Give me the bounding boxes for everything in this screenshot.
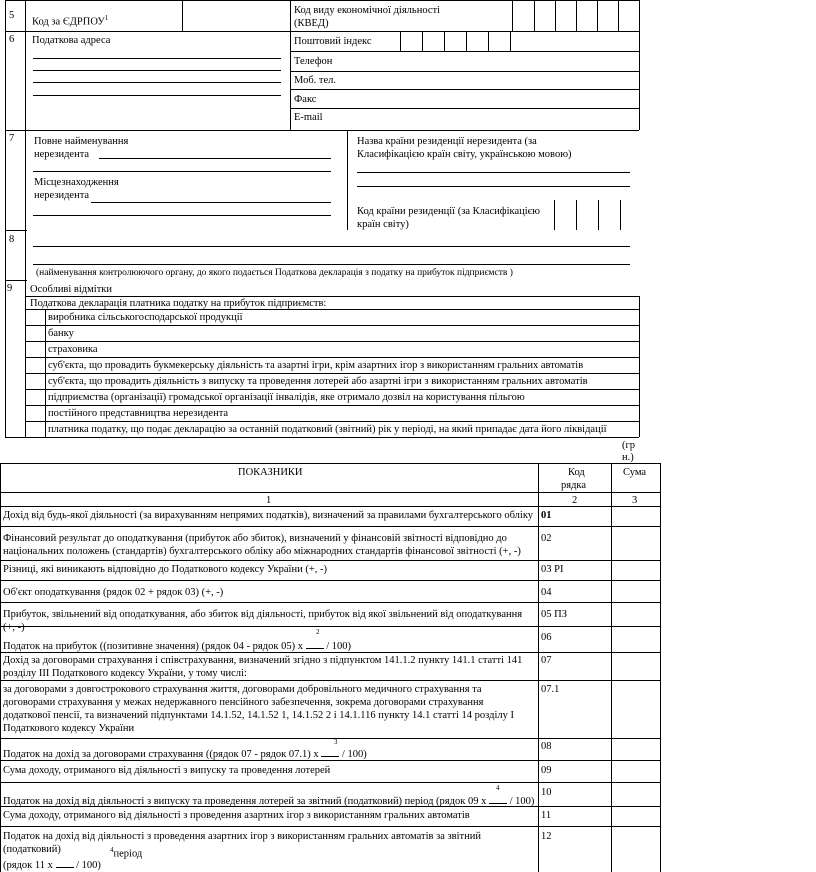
table-row-11-code: 11: [541, 810, 552, 821]
table-row-12-footnote: 4: [110, 846, 114, 854]
table-row-08-label-end: / 100): [341, 749, 367, 760]
special-mark-item: суб'єкта, що провадить діяльність з випуску та проведення лотерей або азартні ігри з використанням гральних автоматів: [48, 376, 588, 387]
special-mark-item: суб'єкта, що провадить букмекерську діяльність та азартні ігри, крім азартних ігор з використанням гральних автоматів: [48, 360, 584, 371]
table-row-08-footnote: 3: [334, 738, 338, 746]
special-mark-item: підприємства (організації) громадської організації інвалідів, яке отримало дозвіл на користування пільгою: [48, 392, 525, 403]
kved-label-line-2: (КВЕД): [294, 18, 329, 29]
rate-blank[interactable]: [321, 746, 339, 757]
table-row-09-code: 09: [541, 765, 552, 776]
table-row-12-code: 12: [541, 831, 552, 842]
table-row-12-label-text: (рядок 11 х: [3, 860, 53, 871]
table-row-07-label: Дохід за договорами страхування і співстрахування, визначений згідно з підпунктом 141.1.2 пункту 141.1 статті 141 розділу ІІІ Податкового кодексу України, у тому числі:: [3, 655, 523, 679]
control-body-caption: (найменування контролюючого органу, до якого подається Податкова декларація з податку на прибуток підприємств ): [36, 268, 513, 278]
location-label-1: Місцезнаходження: [34, 177, 119, 188]
table-row-06-label-text: Податок на прибуток ((позитивне значення) (рядок 04 - рядок 05) х: [3, 641, 303, 652]
unit-label-2: н.): [622, 452, 634, 463]
country-code-label-2: країн світу): [357, 219, 409, 230]
location-label-2: нерезидента: [34, 190, 90, 201]
row-number-7: 7: [9, 133, 15, 144]
table-row-06-label: [3, 638, 351, 653]
edrpou-label: [32, 12, 108, 29]
table-row-12-label-line-1: Податок на дохід від діяльності з проведення азартних ігор з використанням гральних автоматів за звітний (податковий): [3, 831, 481, 855]
unit-label-1: (гр: [622, 440, 636, 451]
table-row-04-code: 04: [541, 587, 552, 598]
table-row-11-label: Сума доходу, отриманого від діяльності з проведення азартних ігор з використанням гральних автоматів: [3, 810, 470, 821]
full-name-label-2: нерезидента: [34, 149, 90, 160]
table-row-12-period-text: період: [113, 848, 143, 860]
special-mark-item: платника податку, що подає декларацію за останній податковий (звітний) рік у періоді, на який припадає дата його ліквідації: [48, 424, 607, 435]
column-header-indicators: ПОКАЗНИКИ: [238, 467, 303, 478]
column-header-sum: Сума: [623, 467, 647, 478]
table-row-01-label: Дохід від будь-якої діяльності (за вирахуванням непрямих податків), визначений за правилами бухгалтерського обліку: [3, 510, 534, 521]
row-number-6: 6: [9, 34, 15, 45]
row-number-8: 8: [9, 234, 15, 245]
table-row-08-label-text: Податок на дохід за договорами страхування ((рядок 07 - рядок 07.1) х: [3, 749, 319, 760]
table-row-07-1-code: 07.1: [541, 684, 560, 695]
table-row-02-code: 02: [541, 533, 552, 544]
table-row-06-footnote: 2: [316, 628, 320, 636]
country-name-label-1: Назва країни резиденції нерезидента (за: [357, 136, 537, 147]
postal-code-label: Поштовий індекс: [294, 36, 372, 47]
fax-label: Факс: [294, 94, 317, 105]
table-row-10-footnote: 4: [496, 784, 500, 792]
kved-label-line-1: Код виду економічної діяльності: [294, 5, 441, 16]
mobile-label: Моб. тел.: [294, 75, 337, 86]
column-number-2: 2: [572, 495, 578, 506]
row-number-5: 5: [9, 10, 15, 21]
row-number-9: 9: [7, 283, 13, 294]
table-row-12-period: [110, 844, 142, 861]
edrpou-label-text: Код за ЄДРПОУ: [32, 16, 105, 28]
table-row-07-code: 07: [541, 655, 552, 666]
table-row-03-code: 03 РІ: [541, 564, 564, 575]
table-row-05-code: 05 ПЗ: [541, 609, 567, 620]
table-row-02-label: Фінансовий результат до оподаткування (прибуток або збиток), визначений у фінансовій звітності відповідно до національних положень (стандартів) бухгалтерського обліку або міжнародних стандартів фінансової звітності (+, -): [3, 533, 521, 557]
email-label: E-mail: [294, 112, 323, 123]
table-row-10-code: 10: [541, 787, 552, 798]
table-row-10-label-text: Податок на дохід від діяльності з випуску та проведення лотерей за звітний (податковий) період (рядок 09 х: [3, 796, 487, 807]
rate-blank[interactable]: [56, 857, 74, 868]
special-mark-item: виробника сільськогосподарської продукції: [48, 312, 243, 323]
country-code-label-1: Код країни резиденції (за Класифікацією: [357, 206, 541, 217]
rate-blank[interactable]: [489, 793, 507, 804]
phone-label: Телефон: [294, 56, 333, 67]
special-mark-item: страховика: [48, 344, 98, 355]
column-number-3: 3: [632, 495, 638, 506]
table-row-09-label: Сума доходу, отриманого від діяльності з випуску та проведення лотерей: [3, 765, 331, 776]
tax-address-label: Податкова адреса: [32, 35, 111, 46]
special-marks-subtitle: Податкова декларація платника податку на прибуток підприємств:: [30, 298, 327, 309]
country-name-label-2: Класифікацією країн світу, українською мовою): [357, 149, 572, 160]
column-number-1: 1: [266, 495, 272, 506]
table-row-04-label: Об'єкт оподаткування (рядок 02 + рядок 03) (+, -): [3, 587, 224, 598]
table-row-08-label: [3, 746, 367, 761]
table-row-01-code: 01: [541, 510, 552, 521]
table-row-10-label: [3, 793, 534, 808]
table-row-12-label-end: / 100): [76, 860, 101, 871]
table-row-10-label-end: / 100): [509, 796, 535, 807]
table-row-06-code: 06: [541, 632, 552, 643]
table-row-07-1-label: за договорами з довгострокового страхування життя, договорами добровільного медичного страхування та договорами страхування у межах недержавного пенсійного забезпечення, зокрема договорами страхування додаткової пенсії, та визначений підпунктами 14.1.52, 14.1.52 1, 14.1.52 2 і 14.1.116 пункту 14.1 статті 14 розділу І Податкового кодексу України: [3, 684, 514, 734]
column-header-code-2: рядка: [561, 480, 587, 491]
footnote-1: 1: [104, 14, 109, 22]
table-row-06-label-end: / 100): [326, 641, 351, 652]
table-row-03-label: Різниці, які виникають відповідно до Податкового кодексу України (+, -): [3, 564, 327, 575]
full-name-label-1: Повне найменування: [34, 136, 129, 147]
special-mark-item: банку: [48, 328, 74, 339]
table-row-05-label: Прибуток, звільнений від оподаткування, або збиток від діяльності, прибуток від якої звільнений від оподаткування (+, -): [3, 609, 523, 633]
special-marks-title: Особливі відмітки: [30, 284, 113, 295]
rate-blank[interactable]: [306, 638, 324, 649]
table-row-12-label-line-2: [3, 857, 101, 872]
table-row-08-code: 08: [541, 741, 552, 752]
column-header-code-1: Код: [568, 467, 585, 478]
special-mark-item: постійного представництва нерезидента: [48, 408, 229, 419]
